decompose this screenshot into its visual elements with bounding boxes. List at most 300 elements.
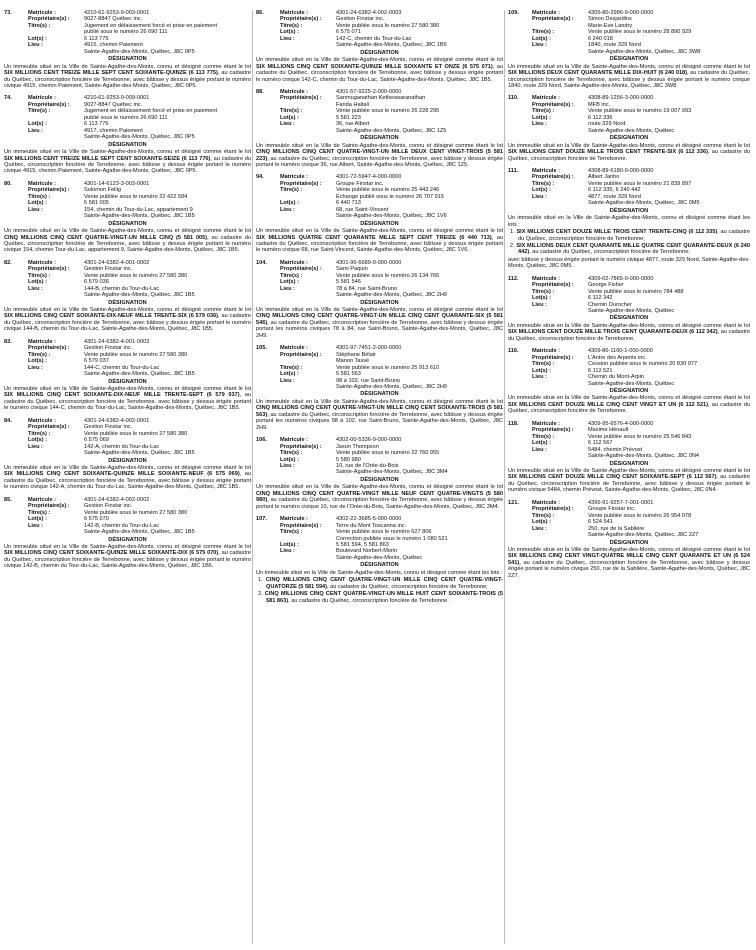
title-value: Vente publiée sous le numéro 25 913 610 <box>336 364 440 371</box>
location-value: Sainte-Agathe-des-Monts, Québec, J8C 0M5 <box>588 200 700 207</box>
location-row <box>256 548 503 561</box>
owner-value: Farida Haltali <box>336 101 369 108</box>
entry-number: 118. <box>508 420 519 427</box>
designation-heading: DÉSIGNATION <box>609 315 649 322</box>
title-row <box>256 187 503 200</box>
owner-label: Propriétaire(s) : <box>532 101 574 108</box>
lot-value: 6 113 775 <box>84 35 109 42</box>
designation-intro: Un immeuble situé en la Ville de Sainte-Agathe-des-Monts, connu et désigné comme étant le lot <box>4 307 251 314</box>
matricule-value: 4301-72-5947-4-000-0000 <box>336 174 402 181</box>
owner-value: Maxime Hénault <box>588 427 629 434</box>
matricule-value: 4301-24-6382-4-002-0002 <box>84 496 150 503</box>
location-value: Sainte-Agathe-des-Monts, Québec, J8C 1B5 <box>84 213 195 220</box>
title-value: Vente publiée sous le numéro 22 760 955 <box>336 450 440 457</box>
owner-label: Propriétaire(s) : <box>532 282 574 289</box>
location-values <box>84 365 251 378</box>
designation-heading: DÉSIGNATION <box>609 460 649 467</box>
column-1 <box>4 10 251 944</box>
title-value: Échange publié sous le numéro 26 707 915 <box>336 193 444 200</box>
lot-number-words: SIX MILLIONS QUATRE CENT QUARANTE MILLE SEPT CENT TREIZE (6 440 713) <box>256 234 492 241</box>
designation-intro: Un immeuble situé en la Ville de Sainte-Agathe-des-Monts, connu et désigné comme étant le lot <box>4 149 251 156</box>
owner-value: L’Antre des Arpents inc. <box>588 354 647 361</box>
owner-value: Terre du Mont Toscanna inc. <box>336 522 407 529</box>
location-row <box>508 302 750 315</box>
location-values <box>336 378 503 391</box>
designation-intro: Un immeuble situé en la Ville de Sainte-Agathe-des-Monts, connu et désigné comme étant le lot <box>4 465 251 471</box>
designation-rest: , au cadastre du Québec, circonscription foncière de Terrebonne, avec bâtisse y dessus érigée portant le numéro civique 36, rue Albert, Sainte-Agathe-des-Monts, Québec, J8C 1Z5. <box>256 155 503 168</box>
designation-heading: DÉSIGNATION <box>609 56 649 63</box>
location-value: 250, rue de la Sablière <box>588 525 645 532</box>
location-values <box>336 286 503 299</box>
matricule-value: 4305-80-2986-9-000-0000 <box>588 10 654 16</box>
location-label: Lieu : <box>280 35 295 42</box>
designation-intro: Un immeuble situé en la Ville de Sainte-Agathe-des-Monts, connu et désigné comme étant le lot <box>508 546 750 553</box>
title-value: Vente publiée sous le numéro 27 580 380 <box>84 351 188 358</box>
location-value: Sainte-Agathe-des-Monts, Québec, J8C 0N4 <box>588 453 700 460</box>
location-value: 144-C, chemin du Tour-du-Lac <box>84 364 160 371</box>
entry-number: 73. <box>4 10 12 16</box>
designation-text <box>256 570 503 576</box>
designation-rest: , au cadastre du Québec, circonscription foncière de Terrebonne, avec bâtisse y dessus érigée portant le numéro civique 142-B, chemin du Tour-du-Lac, Sainte-Agathe-des-Monts, Québec, J8C 1B5. <box>4 550 251 570</box>
matricule-label: Matricule : <box>280 345 308 352</box>
designation-heading: DÉSIGNATION <box>609 539 649 546</box>
lot-label: Lot(s) : <box>532 519 551 526</box>
owner-label: Propriétaire(s) : <box>28 345 70 352</box>
location-values <box>84 286 251 299</box>
designation-text <box>508 143 750 162</box>
lot-number-words: SIX MILLIONS CENT DOUZE MILLE TROIS CENT QUARANTE-DEUX (6 112 342) <box>508 329 718 336</box>
lot-value: 5 581 223 <box>336 114 361 121</box>
title-value: Vente publiée sous le numéro 22 422 584 <box>84 193 188 200</box>
entry-number: 85. <box>4 496 12 503</box>
location-value: 144-B, chemin du Tour-du-Lac <box>84 285 160 292</box>
property-entry <box>508 276 750 343</box>
designation-text <box>4 64 251 90</box>
designation-rest: , au cadastre du Québec, circonscription foncière de Terrebonne, avec bâtisse y dessus érigée portant les numéros civiques 98 à 102, rue Saint-Bruno, Sainte-Agathe-des-Monts, Québec, J8C 2H9. <box>256 411 503 431</box>
designation-text <box>4 386 251 412</box>
title-label: Titre(s) : <box>532 512 555 519</box>
lot-label: Lot(s) : <box>532 295 551 302</box>
title-value: Cession publiée sous le numéro 20 830 077 <box>588 361 698 368</box>
column-2 <box>256 10 503 944</box>
title-label: Titre(s) : <box>280 108 303 115</box>
matricule-value: 4301-14-6123-3-003-0001 <box>84 180 150 187</box>
title-label: Titre(s) : <box>532 288 555 295</box>
lot-value: 6 112 335, 6 240 442 <box>588 187 641 194</box>
designation-intro: Un immeuble situé en la Ville de Sainte-Agathe-des-Monts, connu et désigné comme étant le lot <box>508 395 750 402</box>
sublot-rest: , au cadastre du Québec, circonscription foncière de Terrebonne; <box>518 229 750 242</box>
title-value: Vente publiée sous le numéro 27 580 380 <box>84 272 188 279</box>
lot-value: 6 112 521 <box>588 367 613 374</box>
location-values <box>588 374 750 387</box>
entry-number: 116. <box>508 348 519 355</box>
owner-value: Stéphane Bélair <box>336 351 376 358</box>
property-entry <box>4 181 251 254</box>
lot-number-words: SIX MILLIONS CENT DOUZE MILLE CINQ CENT VINGT ET UN (6 112 521) <box>508 401 709 408</box>
designation-heading: DÉSIGNATION <box>108 378 147 385</box>
lot-value: 6 112 342 <box>588 295 613 302</box>
lot-label: Lot(s) : <box>280 456 299 463</box>
matricule-value: 4301-24-6382-4-001-0003 <box>84 338 150 345</box>
entry-number: 109. <box>508 10 519 16</box>
title-value: Correction publiée sous le numéro 1 080 521 <box>336 535 448 542</box>
owner-label: Propriétaire(s) : <box>532 16 574 23</box>
lot-number-words: CINQ MILLIONS CINQ CENT QUATRE-VINGT-UN MILLE CINQ CENT SOIXANTE-TROIS (5 581 563) <box>256 405 503 418</box>
sublot-words: CINQ MILLIONS CINQ CENT QUATRE-VINGT-UN MILLE CINQ CENT QUATRE-VINGT-QUATORZE (5 581 594) <box>265 577 503 590</box>
location-label: Lieu : <box>280 548 295 555</box>
matricule-value: 4301-97-7451-2-000-0000 <box>336 345 402 352</box>
designation-heading: DÉSIGNATION <box>360 391 399 398</box>
lot-label: Lot(s) : <box>28 279 47 286</box>
sublot-number: 2. <box>258 591 263 598</box>
entry-number: 121. <box>508 499 519 506</box>
lot-number-words: SIX MILLIONS DEUX CENT QUARANTE MILLE DIX-HUIT (6 240 018) <box>508 70 688 77</box>
owner-value: George Fisher <box>588 282 624 289</box>
owner-value: Groupe Finstar inc. <box>588 506 636 513</box>
entry-number: 107. <box>256 516 267 523</box>
designation-heading: DÉSIGNATION <box>360 476 399 483</box>
matricule-label: Matricule : <box>532 275 560 282</box>
designation-heading: DÉSIGNATION <box>609 207 649 214</box>
title-value: publié sous le numéro 26 690 111 <box>84 29 168 36</box>
location-label: Lieu : <box>280 285 295 292</box>
designation-text <box>508 547 750 579</box>
title-label: Titre(s) : <box>28 509 51 516</box>
title-value: publié sous le numéro 26 690 111 <box>84 114 168 121</box>
title-label: Titre(s) : <box>532 180 555 187</box>
lot-value: 6 440 713 <box>336 200 361 207</box>
sublot-item <box>508 243 750 256</box>
location-value: Sainte-Agathe-des-Monts, Québec <box>336 554 423 561</box>
matricule-label: Matricule : <box>280 174 308 181</box>
title-label: Titre(s) : <box>280 364 303 371</box>
lot-number-words: CINQ MILLIONS CINQ CENT QUATRE-VINGT-UN MILLE DEUX CENT VINGT-TROIS (5 581 223) <box>256 149 503 162</box>
lot-label: Lot(s) : <box>280 279 299 286</box>
lot-label: Lot(s) : <box>280 114 299 121</box>
designation-text <box>4 544 251 570</box>
matricule-value: 4301-24-6382-4-002-0003 <box>336 10 402 16</box>
title-label: Titre(s) : <box>280 22 303 29</box>
location-value: Sainte-Agathe-des-Monts, Québec <box>588 308 675 315</box>
property-entry <box>4 418 251 491</box>
lot-number-words: SIX MILLIONS CENT TREIZE MILLE SEPT CENT SOIXANTE-QUINZE (6 113 775) <box>4 70 218 77</box>
owner-label: Propriétaire(s) : <box>532 506 574 513</box>
location-value: Sainte-Agathe-des-Monts, Québec, J8C 1Z5 <box>336 127 447 134</box>
designation-intro: Un immeuble situé en la Ville de Sainte-Agathe-des-Monts, connu et désigné comme étant les lots : <box>508 215 750 228</box>
location-label: Lieu : <box>532 446 547 453</box>
location-label: Lieu : <box>280 463 295 469</box>
location-value: 4915, chemin Paiement <box>84 42 143 49</box>
location-value: Sainte-Agathe-des-Monts, Québec, J8C 1V6 <box>336 213 447 220</box>
title-label: Titre(s) : <box>28 430 51 437</box>
location-value: 142-C, chemin du Tour-du-Lac <box>336 35 412 42</box>
title-label: Titre(s) : <box>280 272 303 279</box>
location-row <box>4 42 251 55</box>
title-label: Titre(s) : <box>532 29 555 36</box>
designation-heading: DÉSIGNATION <box>108 141 147 148</box>
lot-number-words: SIX MILLIONS CINQ CENT SOIXANTE-QUINZE MILLE SOIXANTE ET ONZE (6 575 071) <box>256 63 493 70</box>
entry-number: 106. <box>256 437 267 444</box>
location-label: Lieu : <box>280 206 295 213</box>
title-value: Vente publiée sous le numéro 27 580 380 <box>84 509 188 516</box>
owner-value: 9027-8847 Québec inc. <box>84 101 143 108</box>
sublot-item <box>256 577 503 590</box>
lot-label: Lot(s) : <box>28 200 47 207</box>
title-value: Vente publiée sous le numéro 26 954 078 <box>588 512 692 519</box>
owner-label: Propriétaire(s) : <box>280 16 322 23</box>
matricule-value: 4301-57-9225-2-000-0000 <box>336 88 402 95</box>
location-values <box>336 548 503 561</box>
location-row <box>256 36 503 49</box>
sublot-words: SIX MILLIONS CENT DOUZE MILLE TROIS CENT TRENTE-CINQ (6 112 335) <box>516 229 718 236</box>
location-value: 68, rue Saint-Vincent <box>336 206 389 213</box>
matricule-value: 4210-61-9253-9-009-0001 <box>84 95 150 102</box>
entry-number: 83. <box>4 338 12 345</box>
property-entry <box>256 10 503 83</box>
title-values <box>84 23 251 36</box>
location-values <box>84 128 251 141</box>
designation-rest: , au cadastre du Québec, circonscription foncière de Terrebonne, avec bâtisse y dessus érigée portant le numéro civique 4915, chemin Paiement, Sainte-Agathe-des-Monts, Québec, J8C 0P5. <box>4 70 251 89</box>
lot-value: 5 581 563 <box>336 371 361 378</box>
matricule-value: 4301-24-6382-4-001-0002 <box>84 259 150 266</box>
lot-value: 6 579 037 <box>84 358 109 365</box>
title-value: Vente publiée sous le numéro 19 007 993 <box>588 108 692 115</box>
property-entry <box>4 95 251 174</box>
entry-number: 84. <box>4 417 12 424</box>
location-label: Lieu : <box>280 377 295 384</box>
designation-intro: Un immeuble situé en la Ville de Sainte-Agathe-des-Monts, connu et désigné comme étant le lot <box>4 386 251 393</box>
matricule-value: 4210-61-9253-9-003-0001 <box>84 10 150 16</box>
location-values <box>588 526 750 539</box>
location-value: Sainte-Agathe-des-Monts, Québec, J8C 3M4 <box>336 469 448 476</box>
designation-heading: DÉSIGNATION <box>360 299 399 306</box>
title-value: Vente publiée sous le numéro 627 806 <box>336 529 432 536</box>
matricule-label: Matricule : <box>280 10 308 16</box>
designation-rest: , au cadastre du Québec, circonscription foncière de Terrebonne, avec bâtisse y dessus érigée portant le numéro civique 5484, chemin Prévost, Sainte-Agathe-des-Monts, Québec, J8C 0N4. <box>508 474 750 494</box>
designation-rest: , au cadastre du Québec, circonscription foncière de Terrebonne, avec bâtisse y dessus érigée portant le numéro civique 4915, chemin Paiement, Sainte-Agathe-des-Monts, Québec, J8C 0P5. <box>4 155 251 175</box>
owner-values <box>336 95 503 108</box>
designation-text <box>4 149 251 175</box>
lot-number-words: SIX MILLIONS CENT DOUZE MILLE TROIS CENT TRENTE-SIX (6 112 336) <box>508 149 708 156</box>
property-entry <box>256 89 503 168</box>
lot-label: Lot(s) : <box>532 440 551 447</box>
title-value: Vente publiée sous le numéro 26 134 766 <box>336 272 440 279</box>
entry-number: 110. <box>508 95 519 102</box>
location-value: 4917, chemin Paiement <box>84 127 143 134</box>
location-values <box>336 463 503 476</box>
matricule-label: Matricule : <box>28 10 56 16</box>
location-label: Lieu : <box>280 121 295 128</box>
property-entry <box>256 174 503 253</box>
designation-rest: , au cadastre du Québec, circonscription foncière de Terrebonne, avec bâtisse y dessus érigée portant le numéro civique 142-A, chemin du Tour-du-Lac, Sainte-Agathe-des-Monts, Québec, J8C 1B5. <box>4 471 251 491</box>
lot-value: 6 524 541 <box>588 519 613 526</box>
property-entry <box>508 421 750 494</box>
location-values <box>84 444 251 457</box>
property-entry <box>508 168 750 270</box>
property-entry <box>4 497 251 570</box>
matricule-label: Matricule : <box>532 499 560 506</box>
matricule-value: 4308-89-1256-3-000-0000 <box>588 95 654 102</box>
location-value: 154, chemin du Tour-du-Lac, appartement 9 <box>84 206 193 213</box>
designation-text <box>256 57 503 83</box>
location-value: 5484, chemin Prévost <box>588 446 643 453</box>
designation-text <box>256 307 503 339</box>
lot-label: Lot(s) : <box>532 367 551 374</box>
location-values <box>336 121 503 134</box>
location-row <box>508 526 750 539</box>
owner-label: Propriétaire(s) : <box>280 522 322 529</box>
designation-intro: Un immeuble situé en la Ville de Sainte-Agathe-des-Monts, connu et désigné comme étant le lot <box>508 468 750 474</box>
location-row <box>508 121 750 134</box>
owner-label: Propriétaire(s) : <box>280 351 322 358</box>
title-values <box>336 529 503 542</box>
title-value: Vente publiée sous le numéro 25 546 843 <box>588 433 692 440</box>
owner-label: Propriétaire(s) : <box>532 427 574 434</box>
location-label: Lieu : <box>28 285 43 292</box>
title-label: Titre(s) : <box>532 433 555 440</box>
location-values <box>588 121 750 134</box>
location-values <box>336 36 503 49</box>
entry-number: 94. <box>256 174 264 181</box>
designation-rest: , au cadastre du Québec, circonscription foncière de Terrebonne. <box>508 329 750 342</box>
lot-value: 5 581 005 <box>84 200 109 207</box>
lot-number-words: SIX MILLIONS CINQ CENT SOIXANTE-QUINZE MILLE SOIXANTE-DIX (6 575 070) <box>4 550 219 557</box>
property-entry <box>256 345 503 431</box>
property-entry <box>256 260 503 339</box>
matricule-label: Matricule : <box>28 180 56 187</box>
sublot-words: CINQ MILLIONS CINQ CENT QUATRE-VINGT-UN MILLE HUIT CENT SOIXANTE-TROIS (5 581 863) <box>264 591 503 604</box>
designation-tail: avec bâtisse y dessus érigée portant le numéro civique 4877, route 329 Nord, Sainte-Agathe-des-Monts, Québec, J8C 0M5. <box>508 256 750 270</box>
owner-value: Gestion Finstar inc. <box>84 503 133 510</box>
title-value: Vente publiée sous le numéro 27 580 380 <box>336 22 440 29</box>
matricule-value: 4308-89-6180-0-000-0000 <box>588 167 654 174</box>
title-value: Vente publiée sous le numéro 21 839 897 <box>588 180 692 187</box>
designation-rest: , au cadastre du Québec, circonscription foncière de Terrebonne, avec bâtisse y dessus érigée portant le numéro civique 142-C, chemin du Tour-du-Lac, Sainte-Agathe-des-Monts, Québec, J8C 1B5. <box>256 63 503 83</box>
location-row <box>4 286 251 299</box>
designation-rest: , au cadastre du Québec, circonscription foncière de Terrebonne, avec bâtisse y dessus érigée portant le numéro civique 250, rue de la Sablière, Sainte-Agathe-des-Monts, Québec, J8C 2Z7. <box>508 559 750 579</box>
lot-label: Lot(s) : <box>28 437 47 444</box>
matricule-value: 4309-02-7865-0-000-0000 <box>588 275 654 282</box>
location-row <box>256 463 503 476</box>
designation-intro: Un immeuble situé en la Ville de Sainte-Agathe-des-Monts, connu et désigné comme étant le lot <box>508 142 750 149</box>
property-entry <box>4 339 251 412</box>
location-value: Chemin du Mont-Arpin <box>588 374 644 381</box>
lot-label: Lot(s) : <box>280 541 299 548</box>
matricule-value: 4309-86-1160-1-000-0000 <box>588 348 653 355</box>
designation-rest: , au cadastre du Québec, circonscription foncière de Terrebonne, avec bâtisse y dessus érigée portant les numéros civiques 78 à 84, rue Saint-Bruno, Sainte-Agathe-des-Monts, Québec, J8C 2H9. <box>256 319 503 339</box>
designation-intro: Un immeuble situé en la Ville de Sainte-Agathe-des-Monts, connu et désigné comme étant le lot <box>256 142 503 149</box>
lot-label: Lot(s) : <box>532 35 551 42</box>
title-value: Vente publiée sous le numéro 28 890 929 <box>588 29 692 36</box>
designation-rest: , au cadastre du Québec, circonscription foncière de Terrebonne, avec bâtisse y dessus érigée portant le numéro civique 154, chemin Tour-du-Lac, appartement 9, Sainte-Agathe-des-Monts, Québec, J8C 1B5. <box>4 234 251 254</box>
matricule-value: 4301-24-6382-4-002-0001 <box>84 417 150 424</box>
designation-rest: , au cadastre du Québec, circonscription foncière de Terrebonne. <box>508 149 750 162</box>
lot-number-words: CINQ MILLIONS CINQ CENT QUATRE-VINGT-UN MILLE CINQ (5 581 005) <box>4 234 208 241</box>
designation-intro: Un immeuble situé en la Ville de Sainte-Agathe-des-Monts, connu et désigné comme étant le lot <box>256 228 503 235</box>
designation-text <box>508 323 750 342</box>
lot-value: 6 240 018 <box>588 35 613 42</box>
entry-number: 111. <box>508 167 519 174</box>
column-3 <box>508 10 750 944</box>
location-value: Sainte-Agathe-des-Monts, Québec, J8C 2H9 <box>336 384 448 391</box>
location-value: Sainte-Agathe-des-Monts, Québec, J8C 2Z7 <box>588 532 699 539</box>
property-entry <box>256 437 503 510</box>
location-value: Sainte-Agathe-des-Monts, Québec, J8C 2H9 <box>336 292 448 299</box>
location-value: Sainte-Agathe-des-Monts, Québec, J8C 1B5 <box>84 371 195 378</box>
designation-intro: Un immeuble situé en la Ville de Sainte-Agathe-des-Monts, connu et désigné comme étant le lot <box>508 63 750 70</box>
owner-value: Sami Paquin <box>336 266 368 273</box>
location-label: Lieu : <box>532 525 547 532</box>
designation-heading: DÉSIGNATION <box>609 135 649 142</box>
title-value: Vente publiée sous le numéro 26 228 295 <box>336 108 440 115</box>
title-label: Titre(s) : <box>280 450 303 457</box>
lot-value: 6 575 069 <box>84 437 109 444</box>
location-label: Lieu : <box>28 443 43 450</box>
lot-value: 6 113 776 <box>84 121 109 128</box>
designation-intro: Un immeuble situé en la Ville de Sainte-Agathe-des-Monts, connu et désigné comme étant le lot <box>256 307 503 314</box>
matricule-value: 4396-91-9257-7-001-0001 <box>588 499 654 506</box>
property-entry <box>4 10 251 89</box>
matricule-value: 4309-95-6576-4-000-0000 <box>588 420 654 427</box>
designation-text <box>508 215 750 228</box>
lot-label: Lot(s) : <box>28 516 47 523</box>
lot-number-words: SIX MILLIONS CINQ CENT SOIXANTE-QUINZE MILLE SOIXANTE-NEUF (6 575 069) <box>4 471 240 478</box>
owner-value: Jason Thompson <box>336 443 379 450</box>
designation-rest: , au cadastre du Québec, circonscription foncière de Terrebonne, avec bâtisse y dessus érigée portant le numéro civique 68, rue Saint-Vincent, Sainte-Agathe-des-Monts, Québec, J8C 1V6. <box>256 234 503 254</box>
owner-row <box>256 352 503 365</box>
owner-label: Propriétaire(s) : <box>280 443 322 450</box>
entry-number: 86. <box>256 10 264 16</box>
property-entry <box>508 348 750 415</box>
location-label: Lieu : <box>532 301 547 308</box>
location-label: Lieu : <box>28 364 43 371</box>
location-value: Sainte-Agathe-des-Monts, Québec <box>588 380 675 387</box>
location-row <box>256 121 503 134</box>
entry-number: 112. <box>508 275 519 282</box>
location-value: 36, rue Albert <box>336 121 370 128</box>
designation-text <box>508 395 750 414</box>
location-values <box>588 194 750 207</box>
column-divider <box>504 10 505 944</box>
location-value: Sainte-Agathe-des-Monts, Québec, J8C 1B5 <box>84 450 195 457</box>
matricule-label: Matricule : <box>280 259 308 266</box>
matricule-label: Matricule : <box>280 437 308 444</box>
sublot-number: 1. <box>258 577 263 584</box>
lot-number-words: SIX MILLIONS CINQ CENT VINGT-QUATRE MILLE CINQ CENT QUARANTE ET UN (6 524 541) <box>508 553 750 566</box>
designation-heading: DÉSIGNATION <box>108 536 147 543</box>
designation-rest: , au cadastre du Québec, circonscription foncière de Terrebonne, avec bâtisse y dessus érigée portant le numéro civique 10, rue de l’Orée-du-Bois, Sainte-Agathe-des-Monts, Québec, J8C 3M4. <box>256 497 503 510</box>
designation-heading: DÉSIGNATION <box>360 220 399 227</box>
location-values <box>84 207 251 220</box>
lot-number-words: CINQ MILLIONS CINQ CENT QUATRE-VINGT MILLE NEUF CENT QUATRE-VINGTS (5 580 980) <box>256 490 503 504</box>
sublot-rest: , au cadastre du Québec, circonscription foncière de Terrebonne; <box>529 249 690 256</box>
sublot-rest: , au cadastre du Québec, circonscription foncière de Terrebonne; <box>327 583 488 590</box>
owner-label: Propriétaire(s) : <box>28 16 70 23</box>
location-label: Lieu : <box>28 522 43 529</box>
title-value: Vente publiée sous le numéro 784 488 <box>588 288 684 295</box>
matricule-label: Matricule : <box>532 167 560 174</box>
matricule-value: 4302-22-3685-5-000-0000 <box>336 516 402 523</box>
title-label: Titre(s) : <box>280 187 303 194</box>
owner-label: Propriétaire(s) : <box>532 354 574 361</box>
title-label: Titre(s) : <box>28 108 51 115</box>
property-entry <box>256 516 503 604</box>
location-values <box>588 447 750 460</box>
location-value: 142-B, chemin du Tour-du-Lac <box>84 522 160 529</box>
property-entry <box>508 95 750 162</box>
sublot-number: 2. <box>510 242 515 249</box>
entry-number: 88. <box>256 88 264 95</box>
